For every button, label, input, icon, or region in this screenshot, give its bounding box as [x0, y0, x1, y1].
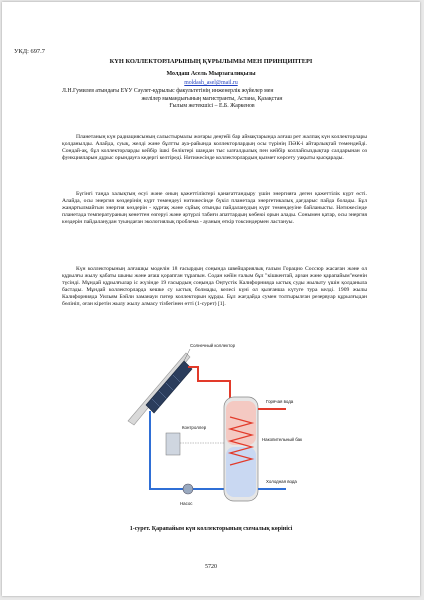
pump-icon	[183, 484, 193, 494]
solar-panel	[146, 361, 192, 413]
author-email-link[interactable]: moldash_asel@mail.ru	[184, 80, 238, 86]
body-paragraph: Планетаның күн радиациясының салыстырмалы жоғары деңгейі бар аймақтарында алғаш рет жалпақ күн коллекторлары қолданылды. Алайда, суық, желді және бұлтты ауа-райында коллекторлардың осы түрінің ПӘК-і айтарлықтай төмендейді. Сондай-ақ, бұл коллекторларды кейбір ішкі бөліктері шаңдан тыс ылғалдылық пен кейбір коллайсыздықтар салдарынан оз функцияларын дұрыс орындауға кедергі келтіреді. Нәтижесінде коллекторлардың қызмет көрсету уақыты қысқарады.	[62, 134, 367, 161]
solar-collector-diagram	[126, 339, 302, 519]
label-pump: Насос	[180, 501, 193, 506]
figure-caption: 1-сурет. Қарапайым күн коллекторының схемалық көрінісі	[129, 526, 293, 532]
label-cold-water: Холодная вода	[266, 479, 297, 484]
body-paragraph: Бүгінгі таңда халықтың өсуі және оның қажеттіліктері қанағаттандыру үшін энергияға деген қажеттілік күрт өсті. Алайда, осы энергия көздерінің күрт төмендеуі нәтижесінде бүкіл планетада энергетикалық дағдарыс пайда болады. Бұл жаңартылмайтын энергия көздерін - құрғақ және сұйық отынды пайдаланудың күрт төмендеуіне байланысты. Нәтижесінде планетада температураның кенеттен өзгеруі және әртүрлі табиғи апаттардың көбеюі орын алады. Сонымен қатар, осы энергия көздерін пайдаланудан туындаған экологиялық проблема - ауаның өткір токсиндермен ластануы.	[62, 191, 367, 225]
supervisor-line: Ғылым жетекшісі – Е.Б. Жаркенов	[169, 103, 255, 110]
label-controller: Контроллер	[182, 425, 207, 430]
affiliation-line: Л.Н.Гумилев атындағы ЕҰУ Сәулет-құрылыс факультетінің инженерлік жүйелер мен	[62, 88, 274, 94]
label-collector: Солнечный коллектор	[190, 343, 236, 348]
controller-box	[166, 433, 180, 455]
storage-tank	[224, 397, 258, 501]
affiliation-block	[62, 88, 362, 111]
label-tank: Накопительный бак	[262, 437, 302, 442]
document-page	[2, 2, 420, 596]
article-title: КҮН КОЛЛЕКТОРЛАРЫНЫҢ ҚҰРЫЛЫМЫ МЕН ПРИНЦИПТЕРІ	[109, 58, 313, 65]
hot-pipe	[188, 367, 230, 399]
cold-return-pipe	[150, 411, 226, 489]
roof-shape	[128, 353, 190, 425]
label-hot-water: Горячая вода	[266, 399, 294, 404]
page-number: 5720	[205, 564, 217, 570]
udk-code: УКД: 697.7	[14, 48, 45, 55]
affiliation-line: желілер мамандығының магистранты, Астана, Қазақстан	[141, 95, 283, 102]
author-name: Молдаш Асель Мырзагалиқызы	[166, 71, 256, 77]
body-paragraph: Күн коллекторының алғашқы моделін 18 ғасырдың соңында швейцариялық ғалым Горацио Соссюр жасаған және ол құрылғы жылу қабаты шыны және ағаш қорапган тұрапын. Содан кейін ғалым бұл "кішкентай, арзан және қарапайым"екенін түсінді. Мұндай құрылғылар іс жүзінде 19 ғасырдың соңында Оңтүстік Калифорнияда ыстық суды жылыту үшін қолданыла бастады. Мұндай коллекторларда кешке су ыстық болмады, келесі күні ол қызғанша күтуге тура келді. 1909 жылы Калифорнияда Уильям Бэйли заманауи пәтер коллекторын құрды. Бұл жағдайда сумен толтырылған резервуар құрылғыдан бөлініп, оған кіретін жылу жылу алмасу тізбегінен өтті (1-сурет) [1].	[62, 266, 367, 307]
